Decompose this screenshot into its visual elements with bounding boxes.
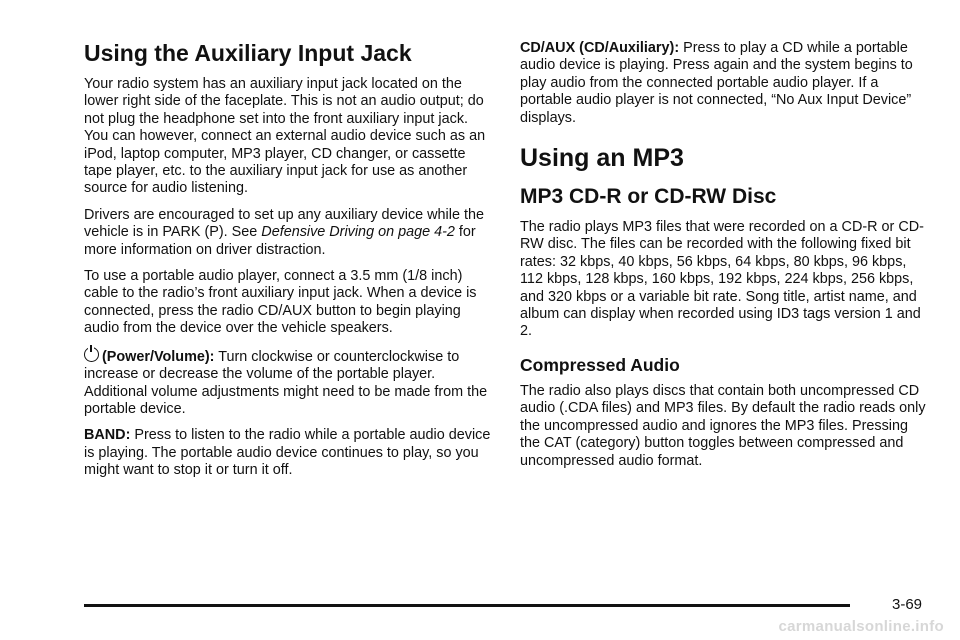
cd-aux-paragraph bbox=[520, 40, 928, 127]
driver-distraction-text: Drivers are encouraged to set up any auxiliary device while the vehicle is in PARK (P). See bbox=[84, 206, 484, 241]
compressed-audio-paragraph: The radio also plays discs that contain both uncompressed CD audio (.CDA files) and MP3 files. By default the radio reads only the uncompressed audio and ignores the MP3 files. Pressing the CAT (category) button toggles between compressed and uncompressed audio format. bbox=[520, 382, 926, 469]
cd-aux-text: Press to play a CD while a portable audio device is playing. Press again and the system begins to play audio from the connected portable audio player. If a portable audio player is not connected, “No Aux Input Device” displays. bbox=[520, 40, 913, 126]
power-icon bbox=[84, 347, 99, 362]
power-volume-text: Turn clockwise or counterclockwise to increase or decrease the volume of the portable player. Additional volume adjustments might need to be made from the portable device. bbox=[84, 348, 488, 417]
page-number: 3-69 bbox=[892, 596, 923, 613]
left-column bbox=[84, 40, 494, 489]
right-column bbox=[520, 40, 928, 479]
aux-jack-paragraph: Your radio system has an auxiliary input jack located on the lower right side of the faceplate. This is not an audio output; do not plug the headphone set into the front auxiliary input jack. You can however, connect an external audio device such as an iPod, laptop computer, MP3 player, CD changer, or cassette tape player, etc. to the auxiliary input jack for use as another source for audio listening. bbox=[84, 76, 486, 197]
driver-distraction-text-end: for more information on driver distraction. bbox=[84, 224, 476, 258]
mp3-disc-paragraph: The radio plays MP3 files that were recorded on a CD-R or CD-RW disc. The files can be recorded with the following fixed bit rates: 32 kbps, 40 kbps, 56 kbps, 64 kbps, 80 kbps, 96 kbps, 112 kbps, 128 kbps, 160 kbps, 192 kbps, 224 kbps, 256 kbps, and 320 kbps or a variable bit rate. Song title, artist name, and album can display when recorded using ID3 tags version 1 and 2. bbox=[520, 219, 924, 340]
footer-rule bbox=[84, 604, 850, 607]
section-heading-mp3: Using an MP3 bbox=[520, 144, 684, 173]
defensive-driving-link[interactable]: Defensive Driving on page 4-2 bbox=[261, 224, 455, 241]
section-heading-aux-input: Using the Auxiliary Input Jack bbox=[84, 40, 412, 66]
power-volume-paragraph bbox=[84, 347, 494, 419]
power-volume-label: (Power/Volume): bbox=[102, 348, 215, 365]
band-label: BAND: bbox=[84, 427, 131, 444]
cd-aux-label: CD/AUX (CD/Auxiliary): bbox=[520, 40, 680, 56]
watermark: carmanualsonline.info bbox=[778, 618, 944, 635]
band-paragraph bbox=[84, 427, 494, 479]
band-text: Press to listen to the radio while a portable audio device is playing. The portable audio device continues to play, so you might want to stop it or turn it off. bbox=[84, 427, 491, 479]
subheading-compressed-audio: Compressed Audio bbox=[520, 354, 680, 375]
driver-distraction-paragraph bbox=[84, 207, 494, 259]
subheading-mp3-disc: MP3 CD-R or CD-RW Disc bbox=[520, 185, 777, 209]
portable-player-paragraph: To use a portable audio player, connect a 3.5 mm (1/8 inch) cable to the radio’s front auxiliary input jack. When a device is connected, press the radio CD/AUX button to begin playing audio from the device over the vehicle speakers. bbox=[84, 268, 477, 337]
